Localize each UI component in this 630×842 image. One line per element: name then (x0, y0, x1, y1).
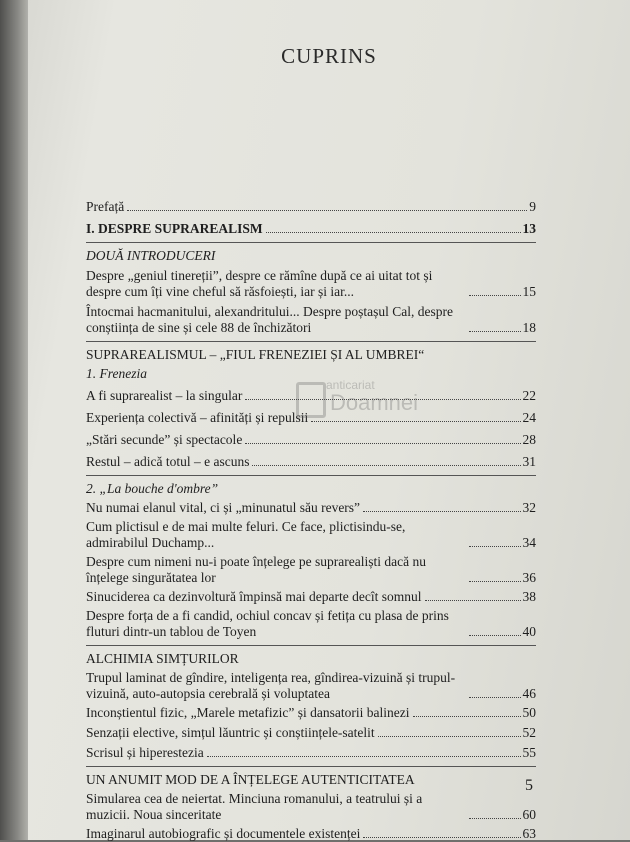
leader-dots (469, 546, 521, 547)
toc-entry (86, 705, 536, 721)
toc-entry-text: Trupul laminat de gîndire, inteligența rea, gîndirea-vizuină și trupul-vizuină, auto-autopsia cerebrală și voluptatea (86, 670, 456, 701)
toc-page-number: 40 (522, 624, 536, 639)
toc-entry-text: Scrisul și hiperestezia (86, 745, 204, 760)
toc-page-number: 63 (522, 826, 536, 841)
toc-entry-text: Prefață (86, 199, 125, 214)
toc-entry (86, 589, 536, 605)
toc-entry-prefata (86, 199, 536, 215)
leader-dots (425, 600, 521, 601)
toc-entry-text: Restul – adică totul – e ascuns (86, 454, 250, 469)
section-heading: UN ANUMIT MOD DE A ÎNȚELEGE AUTENTICITATEA (86, 772, 415, 787)
toc-page-number: 32 (522, 500, 536, 515)
book-page (28, 0, 630, 840)
leader-dots (469, 295, 521, 296)
leader-dots (127, 210, 527, 211)
toc-entry-text: Senzații elective, simțul lăuntric și conștiințele-satelit (86, 725, 375, 740)
leader-dots (469, 581, 521, 582)
toc-entry-text: Despre „geniul tinereții”, despre ce rămîne după ce ai uitat tot și despre cum îți vine cheful să răsfoiești, iar și iar... (86, 268, 433, 299)
toc-page-number: 28 (522, 432, 536, 447)
watermark-small-text: anticariat (326, 378, 375, 392)
leader-dots (469, 331, 521, 332)
toc-page-number: 46 (522, 686, 536, 701)
page-number: 5 (525, 777, 533, 794)
toc-page-number: 15 (522, 284, 536, 299)
toc-page-number: 60 (522, 807, 536, 822)
book-gutter (0, 0, 30, 840)
leader-dots (469, 697, 521, 698)
toc-entry-text: Nu numai elanul vital, ci și „minunatul său revers” (86, 500, 361, 515)
section-heading: SUPRAREALISMUL – „FIUL FRENEZIEI ȘI AL UMBREI“ (86, 347, 425, 362)
toc-entry (86, 304, 536, 336)
divider (86, 645, 536, 646)
toc-entry-text: „Stări secunde” și spectacole (86, 432, 243, 447)
toc-entry-part-one (86, 221, 536, 237)
toc-page-number: 22 (522, 388, 536, 403)
toc-page-number: 13 (522, 221, 536, 236)
toc-entry-text: Inconștientul fizic, „Marele metafizic” și dansatorii balinezi (86, 705, 410, 720)
toc-entry (86, 791, 536, 823)
watermark-logo (296, 378, 436, 428)
toc-page-number: 24 (522, 410, 536, 425)
toc-entry-text: Despre forța de a fi candid, ochiul concav și fetița cu plasa de prins fluturi dintr-un tablou de Toyen (86, 608, 449, 639)
toc-page-number: 9 (529, 199, 536, 214)
toc-entry (86, 554, 536, 586)
leader-dots (207, 756, 521, 757)
toc-page-number: 55 (522, 745, 536, 760)
toc-page-number: 52 (522, 725, 536, 740)
divider (86, 766, 536, 767)
leader-dots (469, 818, 521, 819)
leader-dots (245, 443, 520, 444)
toc-entry-text: Experiența colectivă – afinități și repulsii (86, 410, 309, 425)
toc-page-number: 36 (522, 570, 536, 585)
toc-page-number: 50 (522, 705, 536, 720)
watermark-big-text: Doamnei (330, 390, 419, 415)
leader-dots (469, 635, 521, 636)
toc-entry-text: Imaginarul autobiografic și documentele existenței (86, 826, 361, 841)
toc-page-number: 18 (522, 320, 536, 335)
toc-entry-text: A fi suprarealist – la singular (86, 388, 243, 403)
toc-entry (86, 519, 536, 551)
toc-entry (86, 500, 536, 516)
leader-dots (378, 736, 521, 737)
divider (86, 341, 536, 342)
toc-entry (86, 454, 536, 470)
toc-entry-text: Simularea cea de neiertat. Minciuna romanului, a teatrului și a muzicii. Noua sinceritate (86, 791, 423, 822)
leader-dots (266, 232, 521, 233)
toc-entry (86, 608, 536, 640)
toc-entry-text: Despre cum nimeni nu-i poate înțelege pe suprarealiști dacă nu înțelege singurătatea lor (86, 554, 426, 585)
subsection-heading: 2. „La bouche d'ombre” (86, 481, 219, 496)
section-heading: ALCHIMIA SIMȚURILOR (86, 651, 239, 666)
divider (86, 475, 536, 476)
divider (86, 242, 536, 243)
leader-dots (252, 465, 520, 466)
section-heading: DOUĂ INTRODUCERI (86, 248, 216, 263)
toc-entry (86, 670, 536, 702)
toc-entry (86, 268, 536, 300)
toc-page-number: 31 (522, 454, 536, 469)
toc-page-number: 38 (522, 589, 536, 604)
toc-page-number: 34 (522, 535, 536, 550)
toc-entry-text: I. DESPRE SUPRAREALISM (86, 221, 263, 236)
leader-dots (363, 837, 520, 838)
page-title: CUPRINS (281, 44, 377, 68)
table-of-contents (86, 199, 536, 842)
toc-entry-text: Sinuciderea ca dezinvoltură împinsă mai departe decît somnul (86, 589, 422, 604)
toc-entry (86, 745, 536, 761)
toc-entry-text: Întocmai hacmanitului, alexandritului... Despre poștașul Cal, despre conștiința de sine și cele 88 de închizători (86, 304, 454, 335)
leader-dots (363, 511, 520, 512)
leader-dots (413, 716, 521, 717)
toc-entry-text: Cum plictisul e de mai multe feluri. Ce face, plictisindu-se, admirabilul Duchamp... (86, 519, 406, 550)
toc-entry (86, 432, 536, 448)
book-icon (296, 382, 326, 418)
toc-entry (86, 725, 536, 741)
subsection-heading: 1. Frenezia (86, 366, 147, 381)
